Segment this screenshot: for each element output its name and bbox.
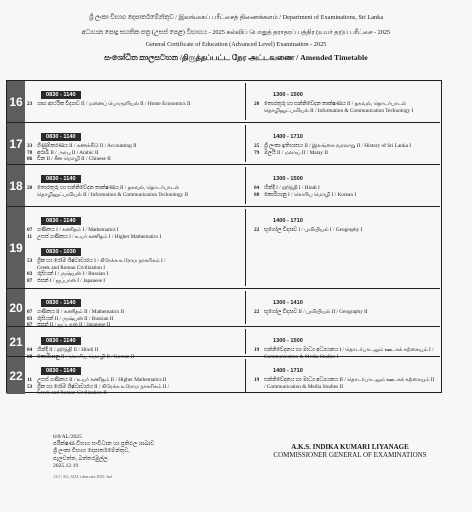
subject-name: තොරතුරු හා සන්නිවේදන තාක්ෂණය II / தகவல், தொடர்பாடல் — [264, 101, 407, 107]
subject-line — [27, 258, 245, 265]
header-department: ශ්‍රී ලංකා විභාග දෙපාර්තමේන්තුව / இலங்கைப் பரீட்சைத் திணைக்களம் / Department of Examinations, Sri Lanka — [88, 14, 384, 21]
day-number: 16 — [7, 81, 25, 122]
subject-name: Greek and Roman Civilization I — [37, 264, 105, 271]
footer-branch: පරීක්ෂණ විභාග සංවිධාන හා ප්‍රතිඵල ශාඛාව — [53, 441, 155, 448]
session-time: 0830 - 1140 — [41, 299, 81, 307]
subject-line — [27, 377, 245, 384]
session-time: 0830 - 1140 — [41, 175, 81, 183]
subject-name: Greek and Roman Civilization II — [37, 390, 107, 397]
subject-name: ගිණුම්කරණය II / கணக்கீடு II / Accounting II — [37, 143, 137, 149]
session-time: 1400 - 1710 — [273, 134, 303, 140]
session-time: 0830 - 1140 — [41, 337, 81, 345]
subject-name: ග්‍රීක හා රෝම ශිෂ්ටාචාරය II / கிரேக்க உரோம நாகரிகம் II / — [37, 383, 170, 390]
subject-code: 79 — [254, 149, 260, 156]
subject-name: සන්නිවේදනය හා මාධ්‍ය අධ්‍යයනය II / தொடர்பாடலும் ஊடகக் கற்கையும் II — [264, 377, 435, 383]
subject-name: ගණිතය I / கணிதம் I / Mathematics I — [37, 227, 119, 233]
subject-line — [27, 271, 245, 278]
subject-line — [254, 384, 440, 391]
day-number: 22 — [7, 357, 25, 394]
pm-session — [254, 83, 440, 120]
subject-name: / Communication & Media Studies II — [264, 383, 344, 390]
timetable-row — [7, 357, 440, 397]
subject-line — [27, 234, 245, 241]
subject-code: 20 — [254, 101, 260, 107]
subject-code: 83 — [27, 315, 33, 322]
subject-name: தொழினுட்பவியல் II / Information & Communication Technology II — [37, 191, 189, 198]
session-time: 0830 - 1140 — [41, 91, 81, 99]
pm-session — [254, 125, 440, 162]
subject-line — [254, 377, 440, 384]
subject-name: හින්දි I / ஹிந்தி I / Hindi I — [264, 185, 320, 191]
session-time: 1300 - 1500 — [273, 338, 303, 344]
subject-line — [27, 309, 245, 316]
scan-footer: 13:5 | AG_S(AL) date rate 2025. Ind — [53, 474, 112, 479]
footer-block — [53, 434, 154, 470]
subject-line — [27, 227, 245, 234]
subject-name: භූගෝල විද්‍යාව II / புவியியல் II / Geography II — [264, 309, 368, 315]
subject-line — [254, 108, 440, 115]
timetable-row — [7, 81, 440, 123]
subject-code: 23 — [27, 101, 33, 107]
subject-code: 84 — [254, 185, 260, 191]
subject-code: 53 — [27, 383, 33, 390]
session-time: 1300 - 1500 — [273, 176, 303, 182]
subject-line — [254, 309, 440, 316]
footer-address: පැලවත්ත, බත්තරමුල්ල. — [53, 455, 109, 462]
subject-line — [254, 192, 440, 199]
subject-name: ග්‍රීක හා රෝම ශිෂ්ටාචාරය I / கிரேக்க உரோம நாகரிகம் I / — [37, 258, 166, 265]
pm-session — [254, 329, 440, 360]
subject-name: භූගෝල විද්‍යාව I / புவியியல் I / Geography I — [264, 227, 363, 233]
day-number: 17 — [7, 123, 25, 164]
subject-code: 11 — [27, 377, 33, 383]
subject-name: රුසියන් I / ருஷ்யன் I / Russian I — [37, 271, 109, 278]
signature-block — [250, 443, 450, 459]
subject-line — [254, 227, 440, 234]
subject-line — [27, 185, 245, 192]
subject-code: 25 — [254, 143, 260, 149]
subject-name: සන්නිවේදනය හා මාධ්‍ය අධ්‍යයනය I / தொடர்பாடலும் ஊடகக் கற்கையும் I / — [264, 347, 434, 353]
day-number: 18 — [7, 165, 25, 206]
subject-code: 88 — [27, 353, 33, 360]
am-session — [27, 167, 246, 204]
pm-session — [254, 209, 440, 286]
session-time: 0830 - 1030 — [41, 248, 81, 256]
subject-name: අරාබි II / அரபு II / Arabic II — [37, 149, 99, 156]
subject-name: Communication & Media Studies I — [264, 353, 339, 360]
subject-code: 84 — [27, 347, 33, 353]
subject-name: ගණිතය II / கணிதம் II / Mathematics II — [37, 309, 124, 315]
signatory-name: A.K.S. INDIKA KUMARI LIYANAGE — [291, 443, 409, 451]
subject-line — [254, 150, 440, 157]
am-session — [27, 359, 246, 397]
subject-line — [254, 101, 440, 108]
header-exam-title: අධ්‍යයන පොදු සහතික පත්‍ර (උසස් පෙළ) විභාගය - 2025 கல்விப் பொதுத் தராதரப் பத்திர (உயர் தர)ப் பரீட்சை - 2025 — [81, 29, 391, 36]
subject-line — [27, 347, 245, 354]
session-time: 1300 - 1410 — [273, 300, 303, 306]
subject-code: 33 — [27, 143, 33, 149]
subject-line — [27, 384, 245, 391]
page-title: සංශෝධිත කාලසටහන /திருத்தப்பட்ட நேர அட்டவணை / Amended Timetable — [104, 53, 368, 62]
subject-code: 22 — [254, 309, 260, 315]
subject-name: හින්දි II / ஹிந்தி II / Hindi II — [37, 347, 99, 353]
timetable-row — [7, 207, 440, 289]
subject-code: 87 — [27, 277, 33, 284]
subject-code: 53 — [27, 258, 33, 265]
subject-name: රුසියන් II / ருஷ்யன் II / Russian II — [37, 315, 114, 322]
subject-code: 83 — [27, 271, 33, 278]
timetable-row — [7, 165, 440, 207]
subject-line — [27, 192, 245, 199]
subject-line — [27, 156, 245, 163]
footer-department: ශ්‍රී ලංකා විභාග දෙපාර්තමේන්තුව, — [53, 448, 130, 455]
subject-name: ජපන් II / ஜப்பான் II / Japanese II — [37, 322, 111, 329]
subject-line — [254, 143, 440, 150]
am-session — [27, 83, 246, 120]
am-session — [27, 291, 246, 329]
subject-name: උසස් ගණිතය II / உயர் கணிதம் II / Higher Mathematics II — [37, 377, 167, 383]
subject-code: 22 — [254, 227, 260, 233]
pm-session — [254, 359, 440, 392]
am-session — [27, 125, 246, 162]
pm-session — [254, 167, 440, 204]
subject-code: 78 — [27, 149, 33, 156]
subject-line — [27, 390, 245, 397]
footer-reference: 6/8/AL/2025 — [53, 434, 82, 440]
subject-code: 86 — [27, 156, 33, 163]
header-exam-title-en: General Certificate of Education (Advanced Level) Examination - 2025 — [145, 41, 327, 48]
session-time: 1300 - 1500 — [273, 92, 303, 98]
subject-name: චීන II / சீன மொழி II / Chinese II — [37, 156, 111, 163]
subject-name: කොරියානු I / கொரிய மொழி I / Korean I — [264, 191, 357, 198]
subject-name: ගෘහ ආර්ථික විද්‍යාව II / மனைப் பொருளியல் II / Home Economics II — [37, 101, 191, 107]
subject-line — [254, 347, 440, 354]
session-time: 1400 - 1710 — [273, 218, 303, 224]
subject-name: කොරියානු II / கொரிய மொழி II / Korean II — [37, 353, 135, 360]
timetable-row — [7, 327, 440, 360]
subject-name: තොරතුරු හා සන්නිවේදන තාක්ෂණය II / தகவல், தொடர்பாடல் — [37, 185, 180, 191]
pm-session — [254, 291, 440, 324]
day-number: 19 — [7, 207, 25, 288]
subject-name: ශ්‍රී ලංකා ඉතිහාසය II / இலங்கை வரலாறு II / History of Sri Lanka I — [264, 143, 412, 149]
am-session — [27, 329, 246, 360]
subject-line — [27, 143, 245, 150]
subject-name: தொழினுட்பவியல் II / Information & Communication Technology I — [264, 107, 414, 114]
session-time: 0830 - 1140 — [41, 217, 81, 225]
footer-date: 2025.12.19 — [53, 462, 79, 469]
subject-name: මලයි II / மலாய் II / Malay II — [264, 149, 328, 156]
subject-code: 07 — [27, 309, 33, 315]
subject-code: 19 — [254, 347, 260, 353]
subject-line — [254, 185, 440, 192]
subject-name: ජපන් I / ஜப்பான் I / Japanese I — [37, 277, 106, 284]
signatory-role: COMMISSIONER GENERAL OF EXAMINATIONS — [273, 451, 427, 459]
session-time: 0830 - 1140 — [41, 367, 81, 375]
subject-code: 88 — [254, 191, 260, 198]
subject-line — [27, 101, 245, 108]
subject-code: 07 — [27, 227, 33, 233]
session-time: 0830 - 1140 — [41, 133, 81, 141]
day-number: 20 — [7, 289, 25, 326]
subject-code: 87 — [27, 322, 33, 329]
subject-code: 11 — [27, 233, 33, 240]
timetable-row — [7, 123, 440, 165]
subject-name: උසස් ගණිතය I / உயர் கணிதம் I / Higher Mathematics I — [37, 233, 162, 240]
am-session — [27, 209, 246, 286]
day-number: 21 — [7, 327, 25, 356]
subject-code: 20 — [27, 185, 33, 191]
subject-line — [27, 278, 245, 285]
timetable — [6, 80, 442, 397]
subject-code: 19 — [254, 377, 260, 383]
session-time: 1400 - 1710 — [273, 368, 303, 374]
timetable-row — [7, 289, 440, 327]
